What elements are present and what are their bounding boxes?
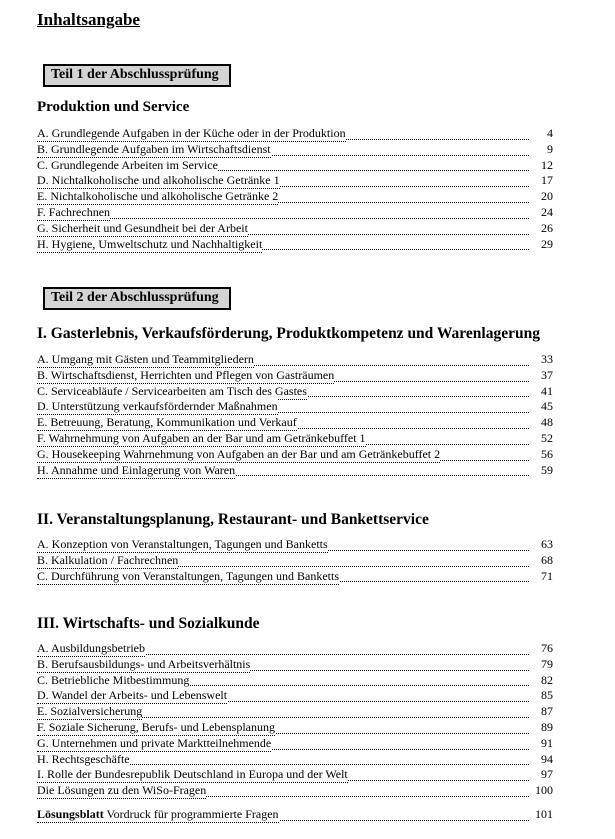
toc-entry-page: 17 (541, 173, 553, 188)
toc-entry-label: D. Unterstützung verkaufsfördernder Maßnahmen (37, 399, 278, 414)
toc-entry[interactable] (37, 352, 553, 368)
toc-entry-page: 29 (541, 236, 553, 251)
section-heading-II: II. Veranstaltungsplanung, Restaurant- und Bankettservice (37, 511, 429, 528)
toc-entry-label: B. Berufsausbildungs- und Arbeitsverhältnis (37, 656, 251, 671)
toc-entry-page: 4 (547, 126, 553, 140)
toc-entry[interactable] (37, 158, 553, 174)
toc-entry[interactable] (37, 720, 553, 736)
toc-entry-page: 101 (535, 807, 553, 821)
toc-entry-label: G. Housekeeping Wahrnehmung von Aufgaben an der Bar und am Getränkebuffet 2 (37, 446, 441, 461)
toc-entry[interactable] (37, 142, 553, 158)
toc-footer (37, 807, 553, 823)
toc-entry-label: A. Konzeption von Veranstaltungen, Tagungen und Banketts (37, 537, 328, 551)
toc-entry[interactable] (37, 221, 553, 237)
toc-entry-label: F. Fachrechnen (37, 204, 111, 219)
toc-entry-text: Vordruck für programmierte Fragen (103, 807, 279, 821)
toc-entry-page: 20 (541, 189, 553, 204)
toc-entry-page: 33 (541, 352, 553, 366)
toc-entry-label: A. Umgang mit Gästen und Teammitgliedern (37, 352, 254, 366)
toc-entry-page: 100 (535, 783, 553, 798)
toc-entry-page: 45 (541, 399, 553, 414)
toc-entry-label: G. Unternehmen und private Marktteilnehmende (37, 735, 272, 750)
toc-entry-page: 94 (541, 751, 553, 766)
toc-list-part2-II (37, 537, 553, 584)
toc-entry-page: 48 (541, 415, 553, 430)
toc-entry-page: 71 (541, 568, 553, 583)
toc-entry[interactable] (37, 704, 553, 720)
toc-entry[interactable] (37, 673, 553, 689)
toc-entry-page: 26 (541, 220, 553, 235)
toc-entry[interactable] (37, 553, 553, 569)
toc-entry-label: A. Grundlegende Aufgaben in der Küche oder in der Produktion (37, 126, 346, 140)
toc-entry[interactable] (37, 237, 553, 253)
toc-entry-label: A. Ausbildungsbetrieb (37, 641, 145, 655)
toc-entry-page: 89 (541, 719, 553, 734)
toc-entry[interactable] (37, 537, 553, 553)
toc-entry-label: H. Rechtsgeschäfte (37, 751, 130, 766)
toc-entry[interactable] (37, 205, 553, 221)
toc-entry-page: 37 (541, 367, 553, 382)
toc-entry[interactable] (37, 767, 553, 783)
toc-entry-label (37, 807, 279, 823)
toc-list-part2-III (37, 641, 553, 799)
toc-entry-label: H. Annahme und Einlagerung von Waren (37, 462, 236, 477)
toc-entry-page: 12 (541, 157, 553, 172)
toc-entry-page: 63 (541, 537, 553, 551)
toc-entry-label: E. Sozialversicherung (37, 704, 143, 719)
toc-entry-page: 82 (541, 672, 553, 687)
toc-entry-label: B. Kalkulation / Fachrechnen (37, 552, 179, 567)
toc-entry-label: E. Betreuung, Beratung, Kommunikation und Verkauf (37, 415, 297, 430)
toc-entry[interactable] (37, 463, 553, 479)
toc-entry-label: G. Sicherheit und Gesundheit bei der Arbeit (37, 220, 248, 235)
toc-entry-lead: Lösungsblatt (37, 807, 104, 821)
toc-entry[interactable] (37, 752, 553, 768)
toc-entry[interactable] (37, 807, 553, 823)
toc-entry[interactable] (37, 173, 553, 189)
toc-entry[interactable] (37, 399, 553, 415)
toc-entry-label: C. Betriebliche Mitbestimmung (37, 672, 190, 687)
toc-entry-label: E. Nichtalkoholische und alkoholische Getränke 2 (37, 189, 279, 204)
toc-list-part1 (37, 126, 553, 252)
toc-entry[interactable] (37, 688, 553, 704)
toc-entry-label: Die Lösungen zu den WiSo-Fragen (37, 783, 207, 798)
toc-entry-page: 76 (541, 641, 553, 655)
toc-entry[interactable] (37, 657, 553, 673)
toc-entry-label: B. Grundlegende Aufgaben im Wirtschaftsdienst (37, 141, 271, 156)
toc-entry-page: 91 (541, 735, 553, 750)
toc-entry-page: 87 (541, 704, 553, 719)
toc-entry[interactable] (37, 783, 553, 799)
toc-entry-page: 41 (541, 383, 553, 398)
toc-entry[interactable] (37, 415, 553, 431)
toc-entry[interactable] (37, 569, 553, 585)
toc-entry-page: 79 (541, 656, 553, 671)
section-heading-III: III. Wirtschafts- und Sozialkunde (37, 615, 260, 632)
toc-entry-label: C. Grundlegende Arbeiten im Service (37, 157, 218, 172)
page-title: Inhaltsangabe (37, 10, 140, 29)
toc-entry-page: 9 (547, 141, 553, 156)
toc-list-part2-I (37, 352, 553, 478)
toc-entry[interactable] (37, 431, 553, 447)
part-2-label: Teil 2 der Abschlussprüfung (43, 287, 231, 310)
toc-entry[interactable] (37, 189, 553, 205)
toc-entry-label: H. Hygiene, Umweltschutz und Nachhaltigkeit (37, 236, 263, 251)
toc-entry-label: F. Soziale Sicherung, Berufs- und Lebensplanung (37, 719, 275, 734)
section-heading-I: I. Gasterlebnis, Verkaufsförderung, Produktkompetenz und Warenlagerung (37, 325, 540, 342)
toc-entry[interactable] (37, 126, 553, 142)
toc-entry-page: 97 (541, 767, 553, 782)
toc-entry-label: B. Wirtschaftsdienst, Herrichten und Pflegen von Gasträumen (37, 367, 335, 382)
toc-entry[interactable] (37, 641, 553, 657)
toc-entry-page: 68 (541, 552, 553, 567)
part-1-label: Teil 1 der Abschlussprüfung (43, 64, 231, 87)
toc-entry-page: 59 (541, 462, 553, 477)
toc-entry-label: F. Wahrnehmung von Aufgaben an der Bar und am Getränkebuffet 1 (37, 430, 366, 445)
toc-entry[interactable] (37, 736, 553, 752)
toc-entry[interactable] (37, 447, 553, 463)
toc-entry-label: C. Durchführung von Veranstaltungen, Tagungen und Banketts (37, 568, 339, 583)
toc-entry-page: 24 (541, 204, 553, 219)
leader-dots (37, 218, 529, 219)
toc-entry[interactable] (37, 384, 553, 400)
toc-entry-label: C. Serviceabläufe / Servicearbeiten am Tisch des Gastes (37, 383, 307, 398)
toc-entry[interactable] (37, 368, 553, 384)
toc-entry-label: I. Rolle der Bundesrepublik Deutschland in Europa und der Welt (37, 767, 348, 782)
section-heading-produktion: Produktion und Service (37, 99, 190, 115)
toc-entry-label: D. Nichtalkoholische und alkoholische Getränke 1 (37, 173, 280, 188)
toc-entry-label: D. Wandel der Arbeits- und Lebenswelt (37, 688, 228, 703)
toc-entry-page: 52 (541, 430, 553, 445)
toc-entry-page: 56 (541, 446, 553, 461)
toc-entry-page: 85 (541, 688, 553, 703)
